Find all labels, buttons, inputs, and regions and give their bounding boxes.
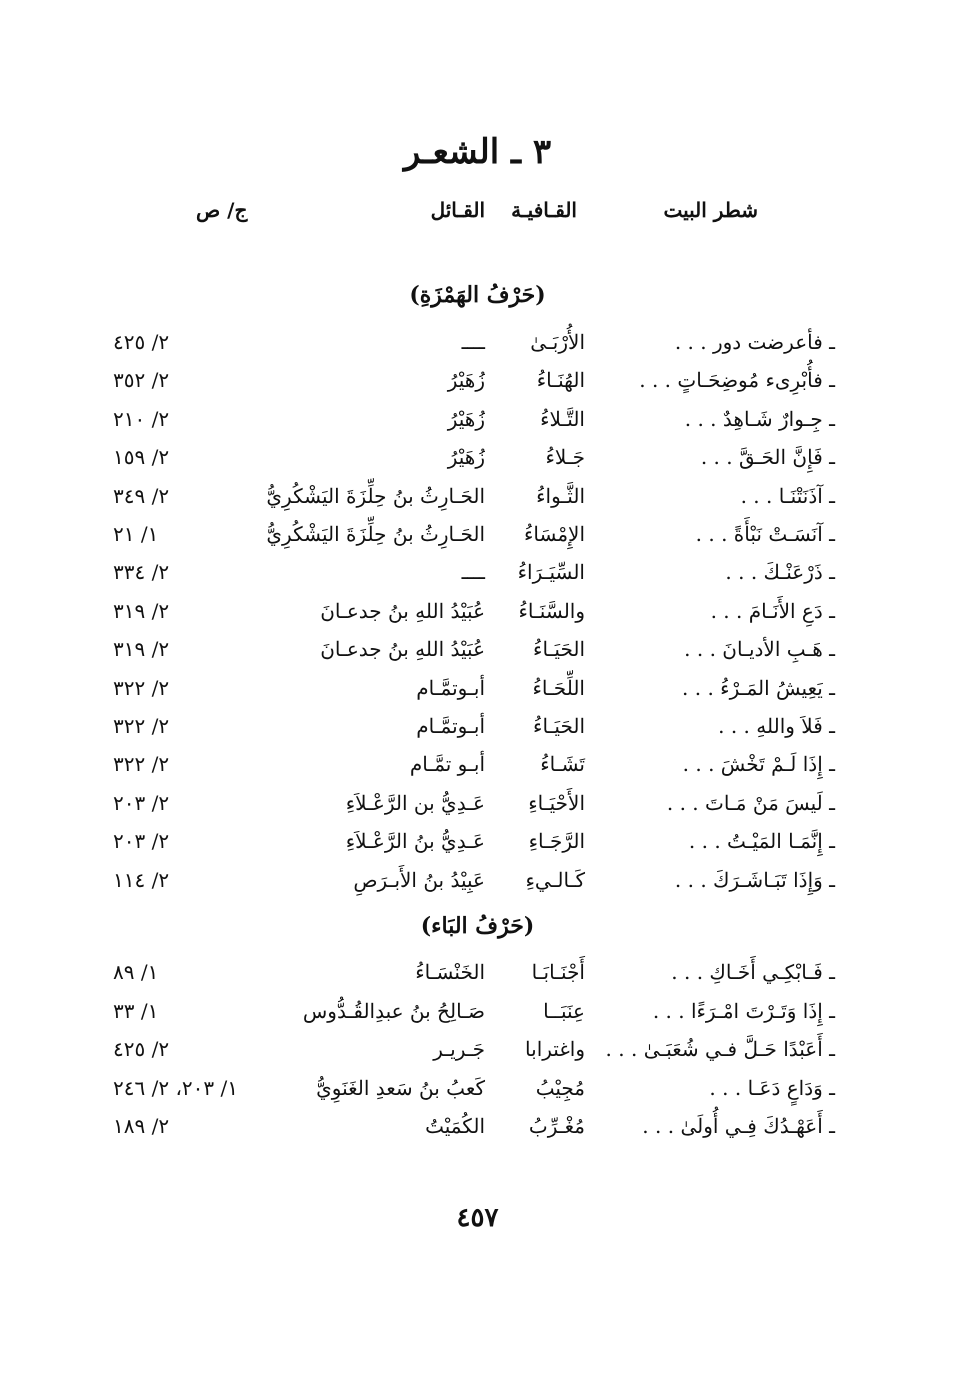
poet-cell: أبـو تمَّـام [409, 752, 485, 777]
poet-cell: صَـالِحُ بنُ عبدِالقُـدُّوس [302, 998, 485, 1023]
ref-cell: ٢/ ٢١٠ [113, 406, 170, 431]
verse-cell: ـ فَلاَ واللهِ . . . [718, 714, 835, 738]
poet-cell: ــــ [461, 560, 485, 585]
table-row [0, 1114, 955, 1150]
ref-cell: ٢/ ٣٢٢ [113, 675, 170, 700]
verse-cell: ـ فَـابْكِـي أَخَـاكِ . . . [671, 960, 835, 984]
verse-cell: ـ وَإِذَا تَبَـاشَـرَكَ . . . [674, 867, 835, 892]
poet-cell: عَـدِيُّ بنُ الرَّعْـلاَءِ [345, 829, 485, 854]
table-row [0, 599, 955, 635]
table-row [0, 1076, 955, 1112]
table-row [0, 445, 955, 481]
table-row [0, 676, 955, 712]
rhyme-cell: مُغْـرِّبُ [528, 1114, 585, 1138]
rhyme-cell: والسَّنَـاءُ [518, 598, 585, 623]
rhyme-cell: الأُرْبَـىٰ [530, 330, 585, 354]
rhyme-cell: أَجْنَـابَـا [531, 960, 585, 984]
rhyme-cell: تَشَـاءُ [540, 752, 585, 777]
table-row [0, 752, 955, 788]
poet-cell: الخَنْسَـاءُ [415, 960, 485, 984]
ref-cell: ٢/ ٤٢٥ [113, 330, 170, 354]
table-row [0, 1037, 955, 1073]
ref-cell: ١/ ٢٠٣، ٢/ ٢٤٦ [113, 1075, 238, 1100]
verse-cell: ـ يَعِيشُ المَـرْءُ . . . [682, 675, 835, 700]
verse-cell: ـ لَيسَ مَنْ مَـاتَ . . . [666, 790, 835, 815]
verse-cell: ـ فَإِنَّ الحَـقَّ . . . [700, 445, 835, 470]
verse-cell: ـ جِـوارٌ شَـاهِدٌ . . . [684, 406, 835, 431]
ref-cell: ٢/ ٣٣٤ [113, 560, 170, 585]
poet-cell: عَبِيْدُ بنُ الأَبـرَصِ [353, 867, 485, 892]
table-row [0, 330, 955, 366]
poet-cell: عُبَيْدُ اللهِ بنُ جدعـانَ [320, 598, 485, 623]
header-ref: ج/ ص [196, 198, 248, 222]
verse-cell: ـ فأعرضت دور . . . [674, 330, 835, 354]
poet-cell: زُهَيْرُ [447, 368, 485, 393]
table-row [0, 829, 955, 865]
table-row [0, 714, 955, 750]
ref-cell: ٢/ ١٨٩ [113, 1114, 170, 1138]
verse-cell: ـ آذَنَتْنَـا . . . [740, 483, 835, 508]
verse-cell: ـ ذَرْعَنْـكَ . . . [725, 560, 835, 585]
ref-cell: ٢/ ٣٢٢ [113, 752, 170, 777]
table-row [0, 560, 955, 596]
rhyme-cell: الإِمْسَاءُ [523, 522, 585, 546]
ref-cell: ٢/ ٣١٩ [113, 637, 170, 662]
poet-cell: الكُمَيْتُ [425, 1114, 485, 1138]
rhyme-cell: عِنَبَــا [543, 998, 585, 1023]
rhyme-cell: الأَحْيَـاءِ [528, 790, 585, 815]
table-row [0, 407, 955, 443]
table-row [0, 522, 955, 558]
rhyme-cell: الرَّجَـاءِ [528, 829, 585, 854]
verse-cell: ـ دَعِ الأَنَـامَ . . . [710, 598, 835, 623]
header-rhyme: القـافيـة [511, 198, 577, 222]
table-row [0, 999, 955, 1035]
poet-cell: عَـدِيُّ بن الرَّعْـلاَءِ [345, 790, 485, 815]
poet-cell: زُهَيْرُ [447, 406, 485, 431]
verse-cell: ـ أَعَهْـدُكَ فِـي أُولَىٰ . . . [642, 1114, 835, 1138]
ref-cell: ٢/ ٣٤٩ [113, 483, 170, 508]
ref-cell: ٢/ ٤٢٥ [113, 1037, 170, 1061]
poet-cell: عُبَيْدُ اللهِ بنُ جدعـانَ [320, 637, 485, 662]
poet-cell: أبـوتمَّـام [416, 714, 485, 738]
rhyme-cell: الحَيَـاءُ [533, 637, 585, 662]
header-verse: شطر البيت [663, 198, 758, 222]
poet-cell: كَعبُ بنُ سَعدِ الغَنَوِيُّ [316, 1075, 485, 1100]
section-heading-ba: (حَرْفُ البَاء) [420, 913, 535, 939]
poet-cell: أبـوتمَّـام [416, 675, 485, 700]
rhyme-cell: الثَّـواءُ [536, 483, 585, 508]
ref-cell: ٢/ ١٥٩ [113, 445, 170, 470]
rhyme-cell: واغترابا [525, 1037, 585, 1061]
ref-cell: ١/ ٣٣ [113, 998, 159, 1023]
table-row [0, 484, 955, 520]
ref-cell: ٢/ ١١٤ [113, 867, 170, 892]
verse-cell: ـ إِذَا وَتَـرْتَ امْـرَءًا . . . [652, 998, 835, 1023]
page-title: ٣ ـ الشعـر [403, 132, 552, 172]
ref-cell: ٢/ ٣١٩ [113, 598, 170, 623]
rhyme-cell: الحَيَـاءُ [533, 714, 585, 738]
rhyme-cell: مُجِيْبُ [535, 1075, 585, 1100]
rhyme-cell: الهُنَـاءُ [536, 368, 585, 393]
ref-cell: ٢/ ٣٢٢ [113, 714, 170, 738]
poet-cell: الحَـارِثُ بنُ حِلِّزَةَ اليَشْكُرِيُّ [266, 483, 485, 508]
section-heading-hamza: (حَرْفُ الهَمْزَةِ) [409, 282, 546, 308]
verse-cell: ـ أَعَبْدًا حَـلَّ فـي شُعَبَـىٰ . . . [605, 1037, 835, 1061]
table-row [0, 637, 955, 673]
verse-cell: ـ إِذَا لَـمْ تَخْشَ . . . [682, 752, 835, 777]
verse-cell: ـ آنَسَـتْ نَبْأَةً . . . [695, 522, 835, 546]
table-row [0, 791, 955, 827]
ref-cell: ٢/ ٢٠٣ [113, 790, 170, 815]
rhyme-cell: اللِّحَـاءُ [532, 675, 585, 700]
rhyme-cell: السِّيَـرَاءُ [517, 560, 585, 585]
verse-cell: ـ هَـبِ الأديـانَ . . . [684, 637, 835, 662]
poet-cell: جَـريـر [433, 1037, 485, 1061]
verse-cell: ـ وَدَاعٍ دَعَـا . . . [709, 1075, 835, 1100]
ref-cell: ١/ ٢١ [113, 522, 159, 546]
header-poet: القـائل [430, 198, 485, 222]
poet-cell: زُهَيْرُ [447, 445, 485, 470]
table-row [0, 368, 955, 404]
table-row [0, 960, 955, 996]
poet-cell: ــــ [461, 330, 485, 354]
verse-cell: ـ فأُبْرِىء مُوضِحَـاتٍ . . . [639, 368, 835, 393]
ref-cell: ٢/ ٢٠٣ [113, 829, 170, 854]
table-row [0, 868, 955, 904]
rhyme-cell: كَـالـيءِ [525, 867, 585, 892]
verse-cell: ـ إِنَّمَـا المَيْـتُ . . . [688, 829, 835, 854]
rhyme-cell: جَـلاءُ [545, 445, 585, 470]
rhyme-cell: التَّـلاءُ [540, 406, 585, 431]
ref-cell: ١/ ٨٩ [113, 960, 159, 984]
ref-cell: ٢/ ٣٥٢ [113, 368, 170, 393]
page-number: ٤٥٧ [456, 1203, 499, 1233]
poet-cell: الحَـارِثُ بنُ حِلِّزَةَ اليَشْكُرِيُّ [266, 522, 485, 546]
